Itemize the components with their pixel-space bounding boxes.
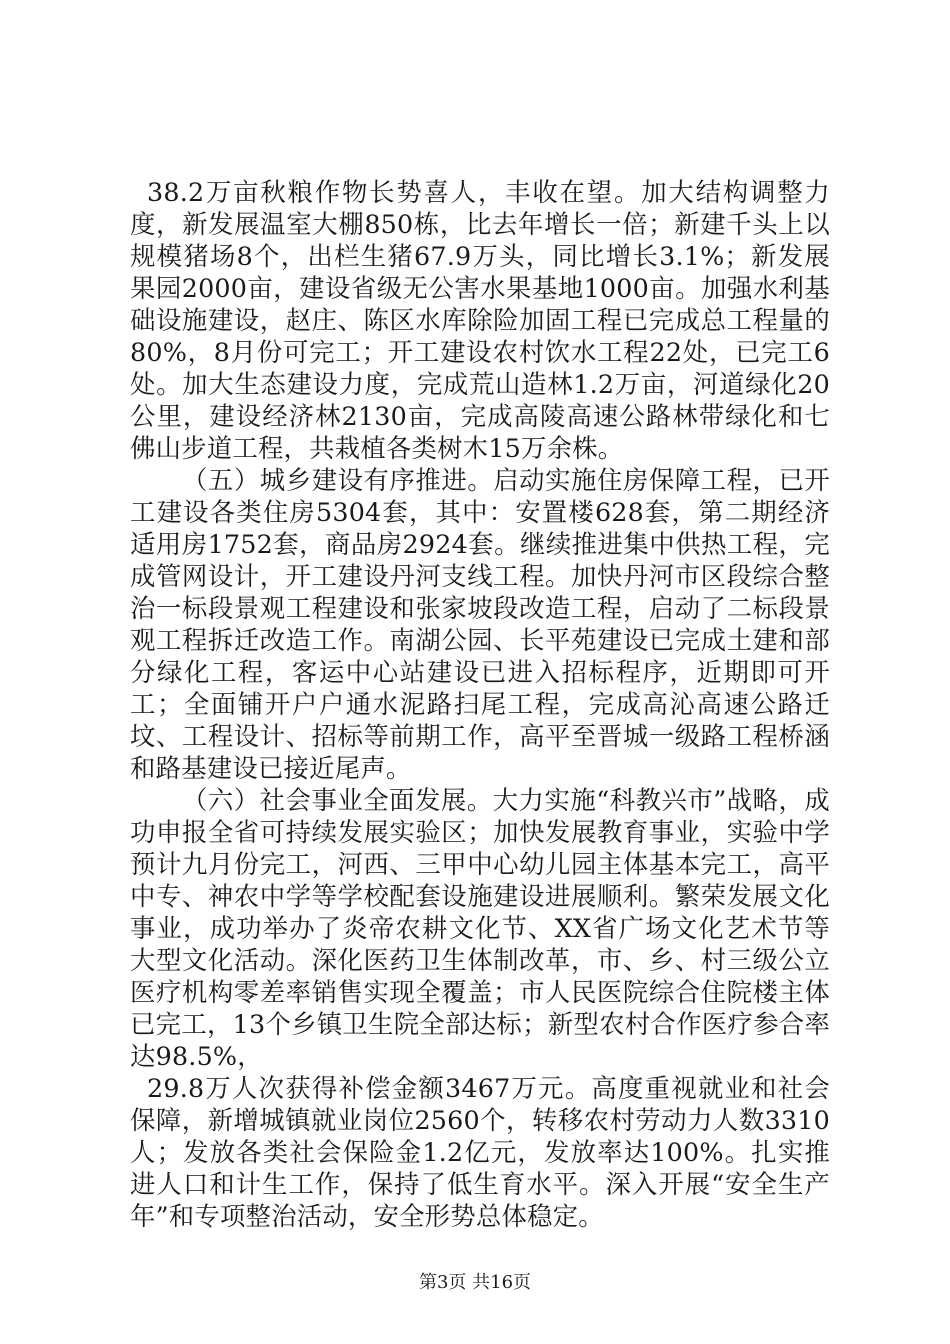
- paragraph-social-security: 29.8万人次获得补偿金额3467万元。高度重视就业和社会保障，新增城镇就业岗位2560个，转移农村劳动力人数3310人；发放各类社会保险金1.2亿元，发放率达100%。扎实推进人口和计生工作，保持了低生育水平。深入开展“安全生产年”和专项整治活动，安全形势总体稳定。: [130, 1073, 830, 1231]
- page-footer: 第3页 共16页: [418, 1272, 532, 1293]
- paragraph-urban-rural-construction: （五）城乡建设有序推进。启动实施住房保障工程，已开工建设各类住房5304套，其中：安置楼628套，第二期经济适用房1752套，商品房2924套。继续推进集中供热工程，完成管网设计，开工建设丹河支线工程。加快丹河市区段综合整治一标段景观工程建设和张家坡段改造工程，启动了二标段景观工程拆迁改造工作。南湖公园、长平苑建设已完成土建和部分绿化工程，客运中心站建设已进入招标程序，近期即可开工；全面铺开户户通水泥路扫尾工程，完成高沁高速公路迁坟、工程设计、招标等前期工作，高平至晋城一级路工程桥涵和路基建设已接近尾声。: [130, 465, 830, 783]
- paragraph-social-undertakings: （六）社会事业全面发展。大力实施“科教兴市”战略，成功申报全省可持续发展实验区；加快发展教育事业，实验中学预计九月份完工，河西、三甲中心幼儿园主体基本完工，高平中专、神农中学等学校配套设施建设进展顺利。繁荣发展文化事业，成功举办了炎帝农耕文化节、XX省广场文化艺术节等大型文化活动。深化医药卫生体制改革，市、乡、村三级公立医疗机构零差率销售实现全覆盖；市人民医院综合住院楼主体已完工，13个乡镇卫生院全部达标；新型农村合作医疗参合率达98.5%，: [130, 785, 830, 1071]
- document-body: [130, 176, 830, 1232]
- paragraph-agriculture: 38.2万亩秋粮作物长势喜人，丰收在望。加大结构调整力度，新发展温室大棚850栋，比去年增长一倍；新建千头上以规模猪场8个，出栏生猪67.9万头，同比增长3.1%；新发展果园2000亩，建设省级无公害水果基地1000亩。加强水利基础设施建设，赵庄、陈区水库除险加固工程已完成总工程量的80%，8月份可完工；开工建设农村饮水工程22处，已完工6处。加大生态建设力度，完成荒山造林1.2万亩，河道绿化20公里，建设经济林2130亩，完成高陵高速公路林带绿化和七佛山步道工程，共栽植各类树木15万余株。: [130, 177, 830, 463]
